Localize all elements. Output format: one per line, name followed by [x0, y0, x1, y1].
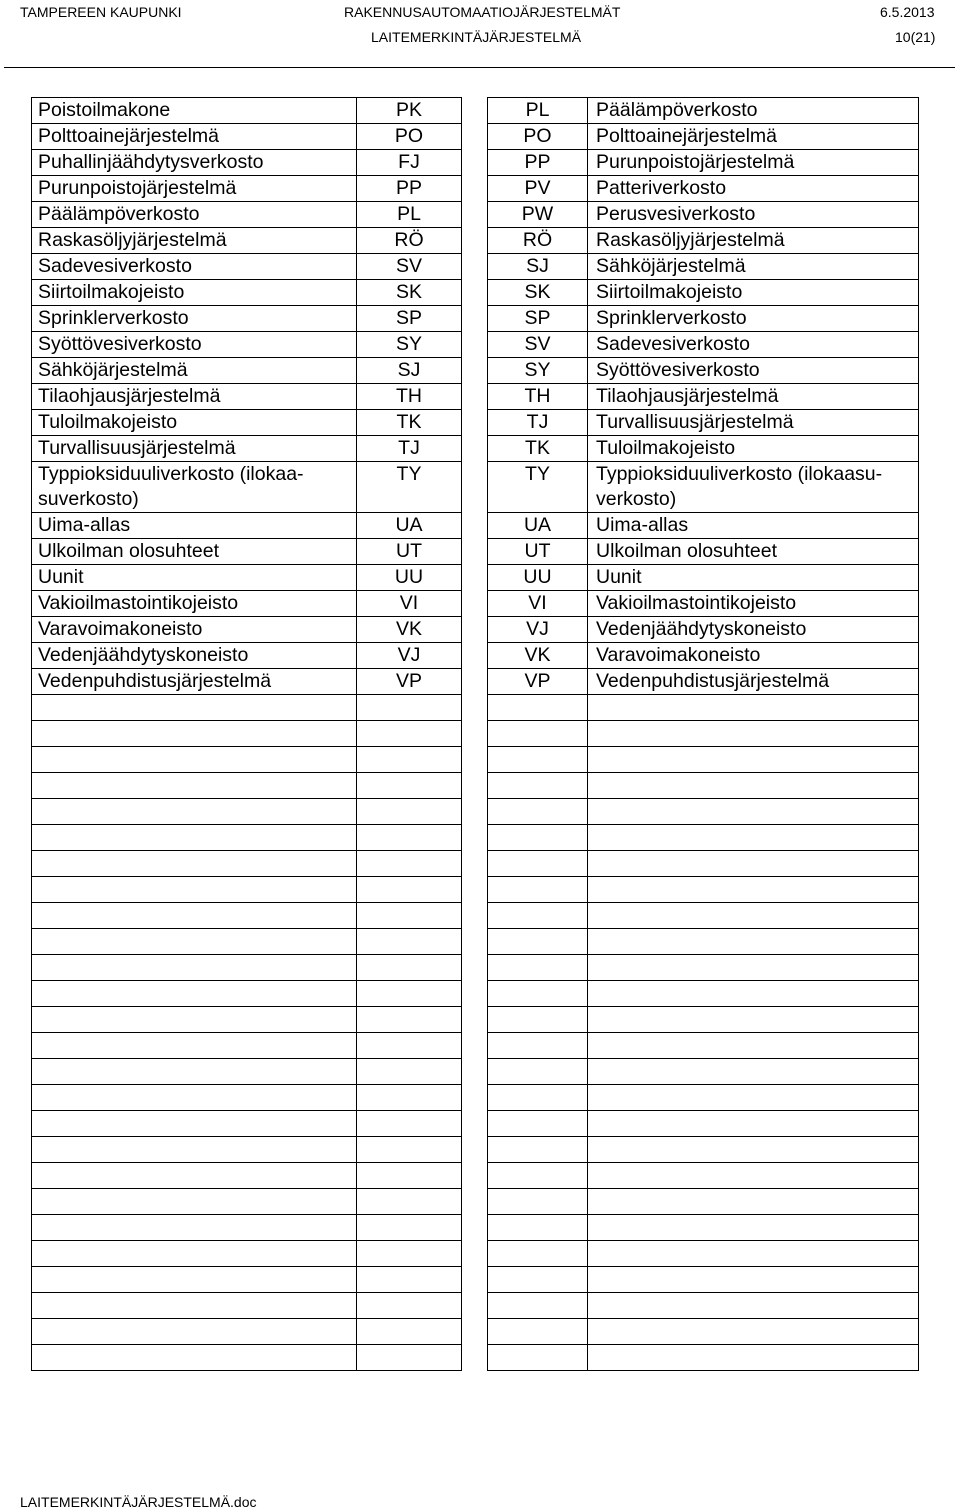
- empty-row: [32, 1111, 462, 1137]
- empty-cell: [357, 1007, 462, 1033]
- empty-cell: [588, 851, 919, 877]
- table-row: [488, 617, 919, 643]
- code-cell: SV: [488, 332, 588, 358]
- empty-cell: [357, 1163, 462, 1189]
- empty-cell: [588, 1319, 919, 1345]
- name-cell: Siirtoilmakojeisto: [32, 280, 357, 306]
- empty-cell: [32, 1319, 357, 1345]
- empty-row: [32, 903, 462, 929]
- code-cell: SK: [488, 280, 588, 306]
- code-cell: VI: [357, 591, 462, 617]
- header-date: 6.5.2013: [880, 4, 935, 20]
- table-row: [488, 462, 919, 513]
- code-cell: TK: [488, 436, 588, 462]
- empty-cell: [488, 903, 588, 929]
- empty-cell: [488, 825, 588, 851]
- empty-cell: [357, 773, 462, 799]
- table-row: [32, 124, 462, 150]
- code-cell: VJ: [488, 617, 588, 643]
- table-row: [488, 150, 919, 176]
- table-row: [32, 539, 462, 565]
- table-row: [488, 539, 919, 565]
- code-cell: SK: [357, 280, 462, 306]
- table-row: [488, 358, 919, 384]
- empty-cell: [357, 1241, 462, 1267]
- table-row: [32, 513, 462, 539]
- empty-cell: [357, 877, 462, 903]
- name-cell: Typpioksiduuliverkosto (ilokaa- suverkosto): [32, 462, 357, 513]
- empty-cell: [488, 851, 588, 877]
- empty-cell: [357, 747, 462, 773]
- empty-row: [488, 1059, 919, 1085]
- empty-cell: [588, 1215, 919, 1241]
- empty-cell: [588, 955, 919, 981]
- empty-row: [32, 1137, 462, 1163]
- page-header: [0, 0, 960, 70]
- empty-cell: [357, 1059, 462, 1085]
- empty-row: [488, 695, 919, 721]
- table-row: [488, 228, 919, 254]
- empty-cell: [32, 1241, 357, 1267]
- code-cell: UU: [357, 565, 462, 591]
- empty-row: [488, 1085, 919, 1111]
- code-cell: SY: [488, 358, 588, 384]
- empty-cell: [32, 1085, 357, 1111]
- code-cell: VK: [488, 643, 588, 669]
- name-cell: Varavoimakoneisto: [32, 617, 357, 643]
- code-cell: PK: [357, 98, 462, 124]
- table-row: [32, 150, 462, 176]
- name-cell: Perusvesiverkosto: [588, 202, 919, 228]
- empty-cell: [32, 981, 357, 1007]
- name-cell: Patteriverkosto: [588, 176, 919, 202]
- table-row: [32, 617, 462, 643]
- table-row: [488, 280, 919, 306]
- empty-cell: [488, 955, 588, 981]
- empty-cell: [32, 695, 357, 721]
- empty-cell: [488, 1007, 588, 1033]
- empty-row: [32, 955, 462, 981]
- empty-cell: [588, 1267, 919, 1293]
- table-row: [488, 98, 919, 124]
- empty-row: [488, 721, 919, 747]
- table-row: [32, 306, 462, 332]
- table-row: [32, 176, 462, 202]
- empty-cell: [588, 1293, 919, 1319]
- empty-row: [32, 1189, 462, 1215]
- empty-row: [32, 877, 462, 903]
- empty-row: [488, 1033, 919, 1059]
- empty-cell: [357, 981, 462, 1007]
- name-cell: Päälämpöverkosto: [32, 202, 357, 228]
- empty-row: [32, 1345, 462, 1371]
- empty-cell: [357, 955, 462, 981]
- name-cell: Purunpoistojärjestelmä: [588, 150, 919, 176]
- empty-cell: [588, 1189, 919, 1215]
- empty-row: [488, 747, 919, 773]
- empty-row: [32, 773, 462, 799]
- table-row: [32, 332, 462, 358]
- empty-cell: [488, 695, 588, 721]
- empty-cell: [32, 1189, 357, 1215]
- table-row: [488, 202, 919, 228]
- code-cell: SV: [357, 254, 462, 280]
- empty-cell: [357, 1085, 462, 1111]
- code-cell: PL: [357, 202, 462, 228]
- empty-row: [488, 955, 919, 981]
- empty-row: [488, 929, 919, 955]
- empty-cell: [588, 695, 919, 721]
- empty-row: [488, 981, 919, 1007]
- empty-cell: [357, 1267, 462, 1293]
- table-row: [488, 332, 919, 358]
- table-row: [32, 280, 462, 306]
- empty-cell: [32, 825, 357, 851]
- empty-cell: [357, 721, 462, 747]
- table-row: [32, 384, 462, 410]
- name-cell: Päälämpöverkosto: [588, 98, 919, 124]
- code-cell: TH: [488, 384, 588, 410]
- name-cell: Syöttövesiverkosto: [32, 332, 357, 358]
- code-cell: SJ: [488, 254, 588, 280]
- table-row: [32, 643, 462, 669]
- empty-cell: [357, 825, 462, 851]
- name-cell: Sadevesiverkosto: [588, 332, 919, 358]
- header-doc-title: LAITEMERKINTÄJÄRJESTELMÄ: [371, 29, 582, 45]
- table-row: [32, 462, 462, 513]
- name-cell: Poistoilmakone: [32, 98, 357, 124]
- empty-cell: [488, 1241, 588, 1267]
- empty-cell: [357, 1293, 462, 1319]
- empty-row: [32, 1241, 462, 1267]
- table-row: [488, 410, 919, 436]
- empty-cell: [488, 721, 588, 747]
- name-cell: Tilaohjausjärjestelmä: [32, 384, 357, 410]
- empty-row: [32, 981, 462, 1007]
- code-cell: TH: [357, 384, 462, 410]
- empty-cell: [32, 1033, 357, 1059]
- code-cell: PV: [488, 176, 588, 202]
- empty-cell: [32, 799, 357, 825]
- table-row: [32, 669, 462, 695]
- code-cell: VP: [488, 669, 588, 695]
- empty-cell: [588, 1241, 919, 1267]
- empty-row: [488, 799, 919, 825]
- empty-cell: [32, 721, 357, 747]
- code-cell: SP: [357, 306, 462, 332]
- table-row: [32, 358, 462, 384]
- empty-row: [32, 1059, 462, 1085]
- table-row: [32, 410, 462, 436]
- name-cell: Sprinklerverkosto: [588, 306, 919, 332]
- header-page-number: 10(21): [895, 29, 936, 45]
- table-row: [488, 254, 919, 280]
- name-cell: Typpioksiduuliverkosto (ilokaasu- verkosto): [588, 462, 919, 513]
- code-cell: VJ: [357, 643, 462, 669]
- empty-cell: [32, 929, 357, 955]
- empty-cell: [488, 1137, 588, 1163]
- code-cell: PO: [488, 124, 588, 150]
- empty-row: [32, 1033, 462, 1059]
- name-cell: Uima-allas: [32, 513, 357, 539]
- empty-row: [32, 825, 462, 851]
- empty-cell: [488, 1267, 588, 1293]
- empty-cell: [588, 1137, 919, 1163]
- table-row: [32, 254, 462, 280]
- empty-cell: [588, 877, 919, 903]
- name-cell: Sähköjärjestelmä: [32, 358, 357, 384]
- empty-row: [32, 929, 462, 955]
- empty-cell: [588, 1007, 919, 1033]
- empty-row: [32, 721, 462, 747]
- empty-row: [488, 1267, 919, 1293]
- empty-row: [32, 1319, 462, 1345]
- table-row: [488, 591, 919, 617]
- name-cell: Turvallisuusjärjestelmä: [588, 410, 919, 436]
- empty-row: [32, 1267, 462, 1293]
- empty-cell: [488, 773, 588, 799]
- empty-cell: [357, 1319, 462, 1345]
- empty-cell: [32, 1267, 357, 1293]
- code-cell: SJ: [357, 358, 462, 384]
- empty-row: [488, 1137, 919, 1163]
- empty-row: [32, 799, 462, 825]
- table-row: [32, 591, 462, 617]
- name-cell: Ulkoilman olosuhteet: [32, 539, 357, 565]
- empty-cell: [588, 747, 919, 773]
- code-cell: UA: [357, 513, 462, 539]
- footer-filename: LAITEMERKINTÄJÄRJESTELMÄ.doc: [20, 1494, 257, 1510]
- name-cell: Vedenpuhdistusjärjestelmä: [32, 669, 357, 695]
- empty-cell: [588, 825, 919, 851]
- empty-cell: [32, 851, 357, 877]
- empty-row: [488, 877, 919, 903]
- empty-row: [32, 1215, 462, 1241]
- empty-cell: [32, 1345, 357, 1371]
- empty-row: [488, 903, 919, 929]
- name-cell: Uima-allas: [588, 513, 919, 539]
- empty-row: [488, 1163, 919, 1189]
- name-cell: Ulkoilman olosuhteet: [588, 539, 919, 565]
- empty-row: [488, 851, 919, 877]
- name-cell: Tuloilmakojeisto: [32, 410, 357, 436]
- name-cell: Polttoainejärjestelmä: [32, 124, 357, 150]
- empty-cell: [588, 1033, 919, 1059]
- empty-row: [488, 1293, 919, 1319]
- code-cell: PL: [488, 98, 588, 124]
- empty-cell: [488, 1293, 588, 1319]
- empty-cell: [357, 1189, 462, 1215]
- code-cell: VI: [488, 591, 588, 617]
- code-cell: SP: [488, 306, 588, 332]
- empty-cell: [32, 1007, 357, 1033]
- right-code-table: [487, 97, 919, 1371]
- empty-row: [488, 1319, 919, 1345]
- left-code-table: [31, 97, 462, 1371]
- empty-row: [32, 695, 462, 721]
- name-cell: Polttoainejärjestelmä: [588, 124, 919, 150]
- empty-cell: [32, 955, 357, 981]
- code-cell: VP: [357, 669, 462, 695]
- empty-cell: [588, 1345, 919, 1371]
- header-doc-group: RAKENNUSAUTOMAATIOJÄRJESTELMÄT: [344, 4, 621, 20]
- empty-cell: [488, 1345, 588, 1371]
- empty-row: [32, 1007, 462, 1033]
- name-cell: Siirtoilmakojeisto: [588, 280, 919, 306]
- empty-cell: [488, 981, 588, 1007]
- name-cell: Tuloilmakojeisto: [588, 436, 919, 462]
- empty-row: [488, 1007, 919, 1033]
- empty-row: [32, 1293, 462, 1319]
- table-row: [488, 176, 919, 202]
- name-cell: Raskasöljyjärjestelmä: [588, 228, 919, 254]
- empty-cell: [588, 799, 919, 825]
- empty-cell: [357, 1137, 462, 1163]
- empty-cell: [32, 1137, 357, 1163]
- table-row: [488, 436, 919, 462]
- name-cell: Puhallinjäähdytysverkosto: [32, 150, 357, 176]
- table-row: [32, 98, 462, 124]
- table-row: [32, 565, 462, 591]
- name-cell: Syöttövesiverkosto: [588, 358, 919, 384]
- code-cell: VK: [357, 617, 462, 643]
- empty-row: [32, 747, 462, 773]
- empty-cell: [32, 1293, 357, 1319]
- empty-cell: [357, 903, 462, 929]
- empty-cell: [588, 903, 919, 929]
- empty-cell: [488, 877, 588, 903]
- empty-cell: [588, 1163, 919, 1189]
- empty-row: [488, 825, 919, 851]
- code-cell: UT: [357, 539, 462, 565]
- empty-cell: [32, 877, 357, 903]
- table-row: [488, 513, 919, 539]
- name-cell: Vedenjäähdytyskoneisto: [32, 643, 357, 669]
- table-row: [32, 202, 462, 228]
- empty-cell: [488, 1085, 588, 1111]
- empty-cell: [32, 903, 357, 929]
- code-cell: RÖ: [357, 228, 462, 254]
- empty-cell: [357, 1215, 462, 1241]
- header-org: TAMPEREEN KAUPUNKI: [20, 4, 182, 20]
- name-cell: Uunit: [32, 565, 357, 591]
- empty-cell: [32, 773, 357, 799]
- table-row: [488, 124, 919, 150]
- empty-cell: [32, 1059, 357, 1085]
- code-cell: TJ: [488, 410, 588, 436]
- empty-cell: [588, 1059, 919, 1085]
- empty-cell: [357, 851, 462, 877]
- empty-cell: [357, 1111, 462, 1137]
- code-cell: FJ: [357, 150, 462, 176]
- empty-cell: [488, 747, 588, 773]
- empty-cell: [588, 981, 919, 1007]
- code-cell: PO: [357, 124, 462, 150]
- empty-row: [488, 1345, 919, 1371]
- empty-row: [488, 1111, 919, 1137]
- empty-cell: [488, 1033, 588, 1059]
- name-cell: Sähköjärjestelmä: [588, 254, 919, 280]
- empty-cell: [488, 1319, 588, 1345]
- empty-cell: [32, 1215, 357, 1241]
- empty-cell: [588, 721, 919, 747]
- code-cell: UT: [488, 539, 588, 565]
- code-cell: PP: [488, 150, 588, 176]
- empty-cell: [488, 1215, 588, 1241]
- name-cell: Vedenpuhdistusjärjestelmä: [588, 669, 919, 695]
- empty-row: [32, 851, 462, 877]
- table-row: [488, 306, 919, 332]
- empty-cell: [488, 799, 588, 825]
- empty-cell: [488, 1189, 588, 1215]
- empty-row: [488, 773, 919, 799]
- empty-cell: [357, 929, 462, 955]
- name-cell: Turvallisuusjärjestelmä: [32, 436, 357, 462]
- empty-cell: [357, 695, 462, 721]
- name-cell: Varavoimakoneisto: [588, 643, 919, 669]
- header-divider: [4, 67, 955, 68]
- empty-cell: [357, 1345, 462, 1371]
- name-cell: Vakioilmastointikojeisto: [32, 591, 357, 617]
- code-cell: SY: [357, 332, 462, 358]
- empty-cell: [32, 1111, 357, 1137]
- empty-cell: [357, 1033, 462, 1059]
- code-cell: PP: [357, 176, 462, 202]
- empty-cell: [488, 1059, 588, 1085]
- code-cell: TY: [357, 462, 462, 513]
- empty-cell: [488, 929, 588, 955]
- code-cell: TY: [488, 462, 588, 513]
- empty-row: [488, 1215, 919, 1241]
- code-cell: RÖ: [488, 228, 588, 254]
- empty-row: [488, 1189, 919, 1215]
- empty-row: [32, 1085, 462, 1111]
- empty-cell: [588, 1085, 919, 1111]
- name-cell: Tilaohjausjärjestelmä: [588, 384, 919, 410]
- empty-cell: [488, 1111, 588, 1137]
- empty-cell: [357, 799, 462, 825]
- empty-cell: [588, 929, 919, 955]
- table-row: [32, 228, 462, 254]
- name-cell: Uunit: [588, 565, 919, 591]
- table-row: [488, 384, 919, 410]
- empty-cell: [32, 747, 357, 773]
- empty-cell: [588, 773, 919, 799]
- empty-row: [488, 1241, 919, 1267]
- table-row: [32, 436, 462, 462]
- name-cell: Purunpoistojärjestelmä: [32, 176, 357, 202]
- empty-cell: [32, 1163, 357, 1189]
- table-row: [488, 669, 919, 695]
- code-cell: UU: [488, 565, 588, 591]
- empty-row: [32, 1163, 462, 1189]
- code-cell: TJ: [357, 436, 462, 462]
- name-cell: Vedenjäähdytyskoneisto: [588, 617, 919, 643]
- code-cell: TK: [357, 410, 462, 436]
- table-row: [488, 643, 919, 669]
- name-cell: Sadevesiverkosto: [32, 254, 357, 280]
- name-cell: Sprinklerverkosto: [32, 306, 357, 332]
- code-cell: UA: [488, 513, 588, 539]
- name-cell: Vakioilmastointikojeisto: [588, 591, 919, 617]
- name-cell: Raskasöljyjärjestelmä: [32, 228, 357, 254]
- empty-cell: [588, 1111, 919, 1137]
- table-row: [488, 565, 919, 591]
- empty-cell: [488, 1163, 588, 1189]
- code-cell: PW: [488, 202, 588, 228]
